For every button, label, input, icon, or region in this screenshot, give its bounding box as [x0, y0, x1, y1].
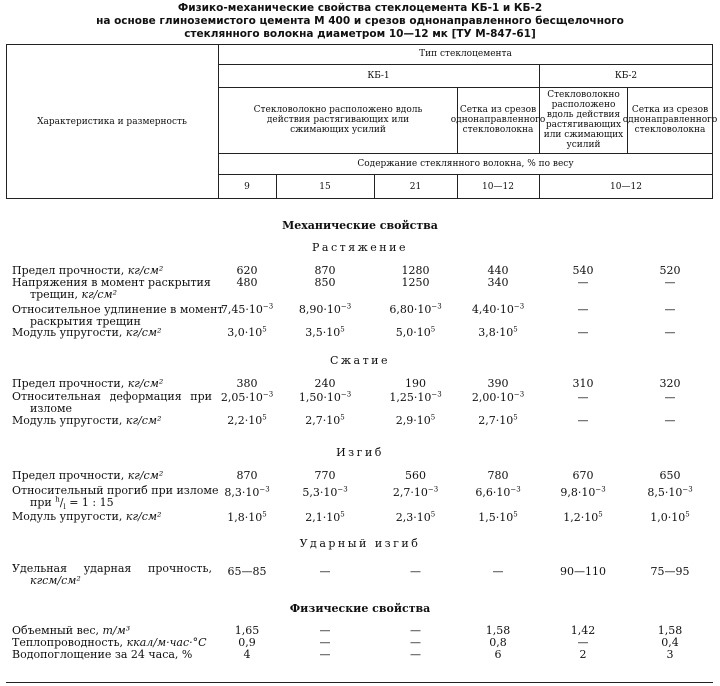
value-cell: 650: [659, 469, 681, 482]
header-type: Тип стеклоцемента: [419, 49, 512, 59]
row-label: Относительное удлинение в момент: [12, 303, 224, 316]
value-exponent: −3: [427, 485, 439, 494]
header-content-21: 21: [409, 181, 422, 192]
value-cell: —: [319, 624, 331, 637]
header-content-10-12-kb1: 10—12: [482, 181, 514, 192]
section-bending: Изгиб: [336, 446, 384, 459]
value-cell: $3,0\cdot 10^5$: [227, 325, 267, 339]
value-exponent: −3: [431, 302, 442, 311]
value-exponent: 5: [513, 325, 518, 334]
value-cell: 75—95: [650, 565, 690, 578]
row-label: трещин, кг/см²: [30, 288, 118, 301]
row-label: раскрытия трещин: [30, 315, 141, 328]
value-cell: 560: [405, 469, 426, 482]
value-cell: 670: [572, 469, 594, 482]
value-cell: $1,5\cdot 10^5$: [478, 510, 518, 524]
value-exponent: −3: [337, 485, 348, 494]
row-label: Модуль упругости, кг/см²: [12, 326, 162, 339]
value-cell: 620: [236, 264, 258, 277]
row-label: Модуль упругости, кг/см²: [12, 414, 162, 427]
section-tension: Растяжение: [312, 241, 408, 254]
value-cell: $5,0\cdot 10^5$: [395, 325, 436, 339]
row-label: Предел прочности, кг/см²: [12, 377, 164, 390]
table-title-line-2: на основе глиноземистого цемента М 400 и срезов однонаправленного бесщелочного: [96, 15, 624, 27]
value-cell: —: [410, 636, 421, 649]
header-kb1-fiber: Стекловолокно расположено вдоль действия растягивающих или сжимающих усилий: [253, 105, 423, 135]
value-cell: $8,90\cdot 10^{-3}$: [298, 302, 352, 316]
value-cell: 1,65: [234, 624, 260, 637]
header-characteristic: Характеристика и размерность: [37, 116, 187, 127]
value-cell: $1,2\cdot 10^5$: [563, 510, 603, 524]
value-cell: $2,00\cdot 10^{-3}$: [471, 390, 525, 404]
row-label: кгсм/см²: [30, 574, 81, 587]
value-cell: $4,40\cdot 10^{-3}$: [471, 302, 525, 316]
value-cell: $3,5\cdot 10^5$: [305, 325, 345, 339]
value-cell: $1,25\cdot 10^{-3}$: [389, 390, 442, 404]
header-kb1: КБ-1: [367, 70, 390, 81]
header-content-9: 9: [244, 181, 250, 192]
value-cell: —: [577, 636, 589, 649]
value-cell: —: [410, 565, 421, 578]
value-exponent: −3: [682, 485, 693, 494]
value-exponent: −3: [595, 485, 606, 494]
value-cell: $6,80\cdot 10^{-3}$: [389, 302, 442, 316]
value-exponent: −3: [340, 302, 352, 311]
value-cell: $6,6\cdot 10^{-3}$: [475, 485, 521, 499]
value-cell: 1,42: [570, 624, 596, 637]
value-exponent: −3: [262, 302, 274, 311]
table-title-line-3: стеклянного волокна диаметром 10—12 мк [ТУ М-847-61]: [184, 28, 536, 40]
value-cell: $5,3\cdot 10^{-3}$: [302, 485, 348, 499]
value-cell: 380: [236, 377, 258, 390]
value-cell: 0,4: [661, 636, 679, 649]
value-exponent: 5: [430, 413, 436, 422]
value-cell: —: [577, 326, 589, 339]
value-cell: 1,58: [485, 624, 511, 637]
header-fiber-content: Содержание стеклянного волокна, % по весу: [357, 158, 574, 169]
value-cell: 240: [314, 377, 336, 390]
value-exponent: 5: [513, 413, 518, 422]
header-kb2: КБ-2: [614, 70, 638, 81]
value-cell: 780: [487, 469, 509, 482]
value-cell: —: [664, 391, 676, 404]
value-cell: 870: [236, 469, 258, 482]
value-cell: —: [577, 414, 589, 427]
header-kb1-mesh: Сетка из срезов однонаправленного стекловолокна: [450, 105, 546, 135]
value-exponent: 5: [685, 510, 690, 519]
value-cell: $9,8\cdot 10^{-3}$: [560, 485, 606, 499]
row-label: Относительный прогиб при изломе: [12, 484, 219, 497]
value-cell: 340: [487, 276, 509, 289]
row-label: Предел прочности, кг/см²: [12, 469, 164, 482]
value-exponent: −3: [340, 390, 352, 399]
table-title-line-1: Физико-механические свойства стеклоцемента КБ-1 и КБ-2: [177, 2, 543, 14]
value-cell: 65—85: [227, 565, 267, 578]
row-label: Напряжения в момент раскрытия: [12, 276, 211, 289]
value-cell: 540: [572, 264, 594, 277]
value-cell: 1,58: [657, 624, 683, 637]
value-cell: —: [577, 391, 589, 404]
value-cell: —: [410, 648, 421, 661]
row-label: Удельная ударная прочность,: [12, 562, 212, 575]
row-label: Относительная деформация при: [12, 390, 212, 403]
header-kb2-mesh: Сетка из срезов однонаправленного стекловолокна: [622, 105, 718, 135]
value-cell: —: [664, 414, 676, 427]
value-exponent: −3: [510, 485, 521, 494]
row-label: Модуль упругости, кг/см²: [12, 510, 162, 523]
value-cell: 850: [314, 276, 336, 289]
value-exponent: 5: [262, 510, 267, 519]
section-physical: Физические свойства: [289, 602, 431, 615]
value-cell: 3: [666, 648, 674, 661]
value-cell: 0,8: [489, 636, 507, 649]
value-cell: $2,7\cdot 10^5$: [478, 413, 518, 427]
value-cell: $2,7\cdot 10^{-3}$: [392, 485, 439, 499]
header-content-15: 15: [319, 181, 331, 192]
row-label: Теплопроводность, ккал/м·час·°С: [12, 636, 207, 649]
value-cell: —: [664, 276, 676, 289]
value-cell: —: [664, 303, 676, 316]
value-cell: —: [319, 648, 331, 661]
value-exponent: 5: [340, 510, 345, 519]
value-cell: —: [319, 636, 331, 649]
value-exponent: −3: [513, 390, 525, 399]
value-cell: $1,50\cdot 10^{-3}$: [298, 390, 352, 404]
value-exponent: 5: [340, 325, 345, 334]
value-cell: 320: [659, 377, 681, 390]
value-exponent: 5: [340, 413, 345, 422]
value-exponent: 5: [262, 325, 267, 334]
value-cell: $2,9\cdot 10^5$: [395, 413, 436, 427]
value-cell: 310: [572, 377, 594, 390]
section-compression: Сжатие: [329, 354, 391, 367]
value-exponent: −3: [431, 390, 442, 399]
value-exponent: −3: [262, 390, 274, 399]
value-cell: $8,5\cdot 10^{-3}$: [647, 485, 693, 499]
value-exponent: 5: [430, 510, 436, 519]
row-label: Объемный вес, т/м³: [12, 624, 131, 637]
row-label: изломе: [30, 402, 73, 415]
value-cell: $2,3\cdot 10^5$: [395, 510, 436, 524]
value-cell: $1,0\cdot 10^5$: [650, 510, 690, 524]
section-impact: Ударный изгиб: [299, 537, 421, 550]
value-cell: 90—110: [560, 565, 606, 578]
value-cell: 1250: [401, 276, 430, 289]
value-cell: $3,8\cdot 10^5$: [478, 325, 518, 339]
value-exponent: 5: [598, 510, 603, 519]
value-cell: 6: [494, 648, 502, 661]
value-cell: 4: [243, 648, 251, 661]
row-label: при $^h/_l = 1$ : 15: [30, 495, 114, 512]
value-cell: 390: [487, 377, 509, 390]
value-cell: —: [410, 624, 421, 637]
value-cell: —: [577, 303, 589, 316]
table-bottom-rule: [6, 682, 713, 683]
value-cell: 870: [314, 264, 336, 277]
row-label: Водопоглощение за 24 часа, %: [12, 648, 193, 661]
row-label: Предел прочности, кг/см²: [12, 264, 164, 277]
value-cell: —: [492, 565, 504, 578]
header-kb2-fiber: Стекловолокно расположено вдоль действия растягивающих или сжимающих усилий: [543, 90, 624, 150]
value-cell: $7,45\cdot 10^{-3}$: [220, 302, 274, 316]
value-cell: $2,2\cdot 10^5$: [227, 413, 267, 427]
value-exponent: 5: [262, 413, 267, 422]
header-content-10-12-kb2: 10—12: [610, 181, 642, 192]
value-cell: 190: [405, 377, 426, 390]
value-cell: —: [577, 276, 589, 289]
value-exponent: −3: [513, 302, 525, 311]
value-cell: 440: [487, 264, 509, 277]
value-cell: 480: [236, 276, 258, 289]
value-cell: $2,05\cdot 10^{-3}$: [220, 390, 274, 404]
value-exponent: 5: [430, 325, 436, 334]
value-cell: $1,8\cdot 10^5$: [227, 510, 267, 524]
value-cell: $8,3\cdot 10^{-3}$: [224, 485, 270, 499]
value-cell: 770: [314, 469, 336, 482]
value-cell: —: [664, 326, 676, 339]
value-cell: 520: [659, 264, 681, 277]
value-cell: 1280: [401, 264, 430, 277]
value-cell: 0,9: [238, 636, 256, 649]
section-mechanical: Механические свойства: [282, 219, 438, 232]
value-cell: $2,1\cdot 10^5$: [305, 510, 345, 524]
value-cell: $2,7\cdot 10^5$: [305, 413, 345, 427]
value-exponent: −3: [259, 485, 270, 494]
value-cell: 2: [579, 648, 587, 661]
value-exponent: 5: [513, 510, 518, 519]
value-cell: —: [319, 565, 331, 578]
